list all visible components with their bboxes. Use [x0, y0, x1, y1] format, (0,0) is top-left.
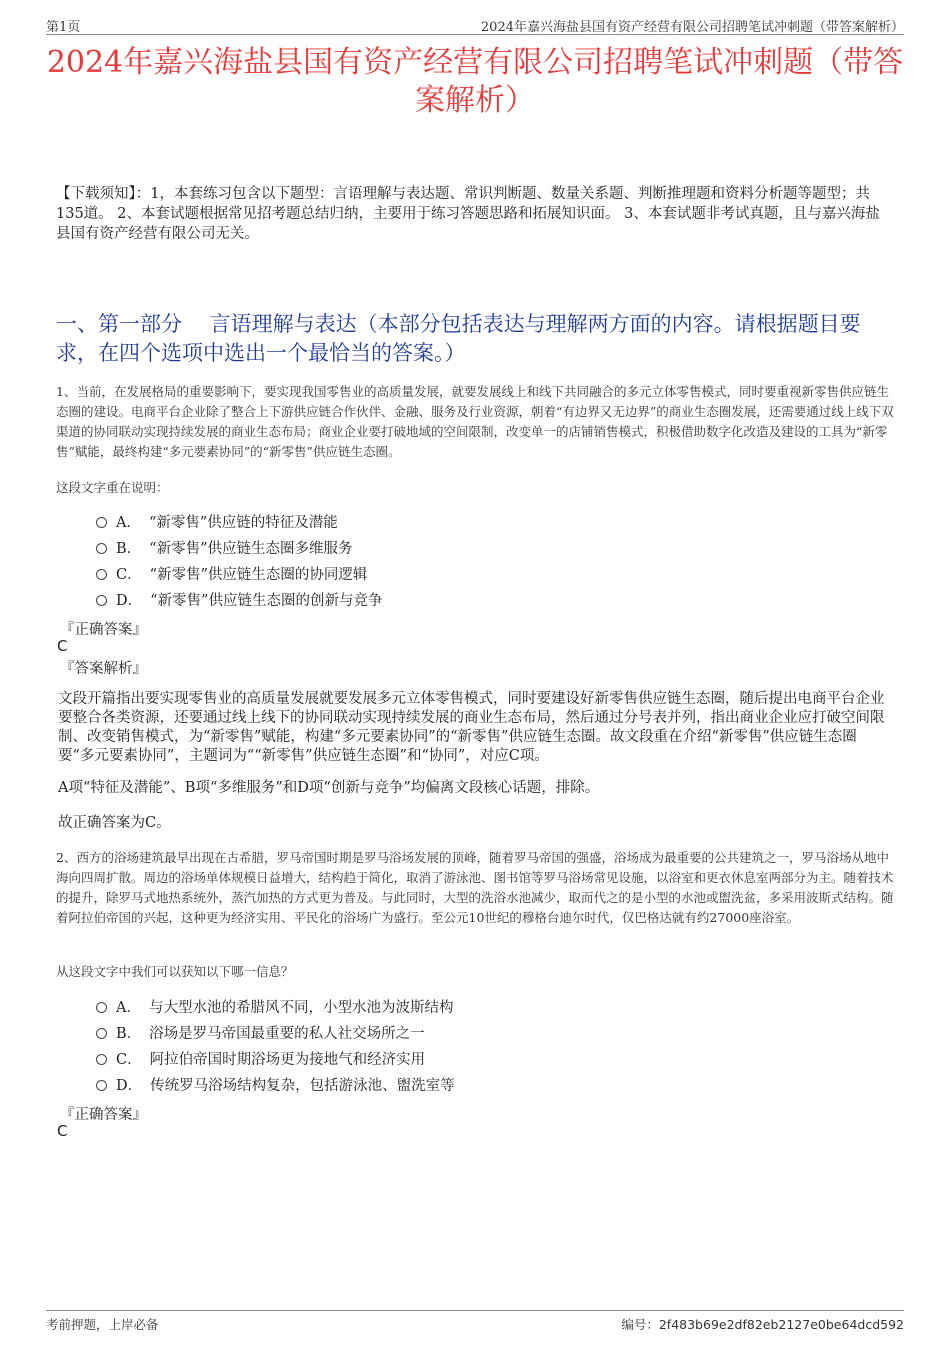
correct-answer-label: 『正确答案』 — [60, 1107, 147, 1123]
correct-answer: C — [57, 1122, 68, 1140]
question-1-options — [96, 508, 382, 612]
option-a[interactable]: A． 与大型水池的希腊风不同，小型水池为波斯结构 — [96, 993, 455, 1019]
download-notice: 【下载须知】：1，本套练习包含以下题型：言语理解与表达题、常识判断题、数量关系题、判断推理题和资料分析题等题型；共135道。 2、本套试题根据常见招考题总结归纳，主要用于练习答题思路和拓展知识面。 3、本套试题非考试真题，且与嘉兴海盐县国有资产经营有限公司无关。 — [56, 186, 880, 242]
option-d[interactable]: D． “新零售”供应链生态圈的创新与竞争 — [96, 586, 382, 612]
question-1-stem: 1、当前，在发展格局的重要影响下，要实现我国零售业的高质量发展，就要发展线上和线下共同融合的多元立体零售模式，同时要重视新零售供应链生态圈的建设。电商平台企业除了整合上下游供应链合作伙伴、金融、服务及行业资源，朝着“有边界又无边界”的商业生态圈发展，还需要通过线上线下双渠道的协同联动实现持续发展的商业生态布局；商业企业要打破地域的空间限制，改变单一的店铺销售模式，积极借助数字化改造及建设的工具为“新零售”赋能，最终构建“多元要素协同”的“新零售”供应链生态圈。 — [56, 384, 894, 459]
analysis-paragraph: A项“特征及潜能”、B项“多维服务”和D项“创新与竞争”均偏离文段核心话题，排除。 — [58, 780, 600, 796]
document-title: 2024年嘉兴海盐县国有资产经营有限公司招聘笔试冲刺题（带答案解析） — [46, 45, 904, 118]
radio-icon[interactable] — [96, 595, 107, 606]
question-2-ask: 从这段文字中我们可以获知以下哪一信息？ — [56, 964, 294, 979]
radio-icon[interactable] — [96, 543, 107, 554]
option-b[interactable]: B． 浴场是罗马帝国最重要的私人社交场所之一 — [96, 1019, 455, 1045]
radio-icon[interactable] — [96, 569, 107, 580]
option-b[interactable]: B． “新零售”供应链生态圈多维服务 — [96, 534, 382, 560]
question-2-stem: 2、西方的浴场建筑最早出现在古希腊，罗马帝国时期是罗马浴场发展的顶峰，随着罗马帝国的强盛，浴场成为最重要的公共建筑之一，罗马浴场从地中海向四周扩散。周边的浴场单体规模日益增大，结构趋于简化，取消了游泳池、图书馆等罗马浴场常见设施，以浴室和更衣休息室两部分为主。随着技术的提升，除罗马式地热系统外，蒸汽加热的方式更为普及。与此同时，大型的洗浴水池减少，取而代之的是小型的水池或盥洗盆，多采用波斯式结构。随着阿拉伯帝国的兴起，这种更为经济实用、平民化的浴场广为盛行。至公元10世纪的穆格台迪尔时代，仅巴格达就有约27000座浴室。 — [56, 850, 894, 925]
analysis-label: 『答案解析』 — [60, 661, 147, 677]
document-code: 编号：2f483b69e2df82eb2127e0be64dcd592 — [621, 1317, 904, 1332]
analysis-paragraph: 文段开篇指出要实现零售业的高质量发展就要发展多元立体零售模式，同时要建设好新零售供应链生态圈，随后提出电商平台企业要整合各类资源，还要通过线上线下的协同联动实现持续发展的商业生态布局，然后通过分号表并列，指出商业企业应打破空间限制、改变销售模式，为“新零售”赋能，构建“多元要素协同”的“新零售”供应链生态圈。故文段重在介绍“新零售”供应链生态圈要“多元要素协同”，主题词为““新零售”供应链生态圈”和“协同”，对应C项。 — [58, 691, 885, 764]
radio-icon[interactable] — [96, 1080, 107, 1091]
section-title: 一、第一部分 言语理解与表达（本部分包括表达与理解两方面的内容。请根据题目要求，在四个选项中选出一个最恰当的答案。） — [56, 312, 861, 365]
page-footer — [46, 1310, 904, 1333]
footer-slogan: 考前押题，上岸必备 — [46, 1317, 159, 1332]
page-header — [46, 14, 904, 35]
radio-icon[interactable] — [96, 1054, 107, 1065]
correct-answer-label: 『正确答案』 — [60, 622, 147, 638]
option-c[interactable]: C． “新零售”供应链生态圈的协同逻辑 — [96, 560, 382, 586]
page-number: 第1页 — [46, 20, 81, 35]
option-c[interactable]: C． 阿拉伯帝国时期浴场更为接地气和经济实用 — [96, 1045, 455, 1071]
header-doc-title: 2024年嘉兴海盐县国有资产经营有限公司招聘笔试冲刺题（带答案解析） — [480, 20, 904, 35]
option-a[interactable]: A． “新零售”供应链的特征及潜能 — [96, 508, 382, 534]
correct-answer: C — [57, 637, 68, 655]
radio-icon[interactable] — [96, 1002, 107, 1013]
radio-icon[interactable] — [96, 1028, 107, 1039]
option-d[interactable]: D． 传统罗马浴场结构复杂，包括游泳池、盥洗室等 — [96, 1071, 455, 1097]
analysis-paragraph: 故正确答案为C。 — [58, 815, 171, 831]
question-1-ask: 这段文字重在说明： — [56, 480, 169, 495]
radio-icon[interactable] — [96, 517, 107, 528]
question-2-options — [96, 993, 455, 1097]
